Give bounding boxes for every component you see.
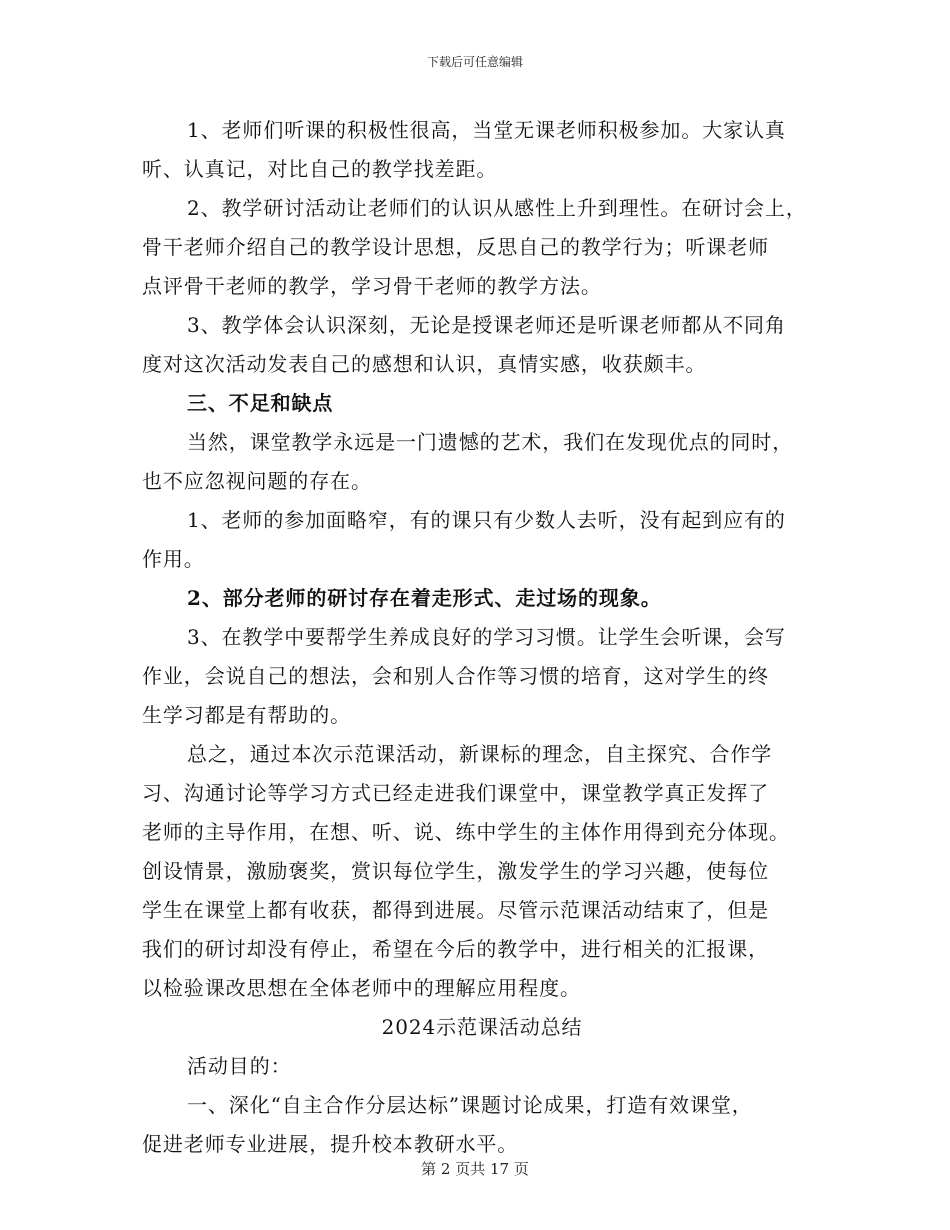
text-line: 促进老师专业进展，提升校本教研水平。 xyxy=(142,1132,519,1156)
text-line: 3、在教学中要帮学生养成良好的学习习惯。让学生会听课，会写 xyxy=(187,625,786,649)
section-title: 2024示范课活动总结 xyxy=(381,1015,583,1039)
text-line: 也不应忽视问题的存在。 xyxy=(142,469,372,493)
section-heading-line: 2、部分老师的研讨存在着走形式、走过场的现象。 xyxy=(187,586,662,610)
text-line: 习、沟通讨论等学习方式已经走进我们课堂中，课堂教学真正发挥了 xyxy=(142,781,769,805)
text-line: 生学习都是有帮助的。 xyxy=(142,703,351,727)
text-line: 骨干老师介绍自己的教学设计思想，反思自己的教学行为；听课老师 xyxy=(142,235,769,259)
text-line: 1、老师的参加面略窄，有的课只有少数人去听，没有起到应有的 xyxy=(187,508,786,532)
text-line: 创设情景，激励褒奖，赏识每位学生，激发学生的学习兴趣，使每位 xyxy=(142,859,769,883)
text-line: 以检验课改思想在全体老师中的理解应用程度。 xyxy=(142,976,581,1000)
text-line: 总之，通过本次示范课活动，新课标的理念，自主探究、合作学 xyxy=(187,742,773,766)
text-line: 一、深化“自主合作分层达标”课题讨论成果，打造有效课堂， xyxy=(187,1093,753,1117)
page-footer: 第 2 页共 17 页 xyxy=(421,1160,529,1178)
text-line: 作用。 xyxy=(142,547,205,571)
text-line: 我们的研讨却没有停止，希望在今后的教学中，进行相关的汇报课， xyxy=(142,937,769,961)
page-header: 下载后可任意编辑 xyxy=(426,55,523,69)
text-line: 活动目的： xyxy=(187,1054,292,1078)
text-line: 老师的主导作用，在想、听、说、练中学生的主体作用得到充分体现。 xyxy=(142,820,790,844)
text-line: 学生在课堂上都有收获，都得到进展。尽管示范课活动结束了，但是 xyxy=(142,898,769,922)
text-line: 度对这次活动发表自己的感想和认识，真情实感，收获颇丰。 xyxy=(142,352,707,376)
section-heading-line: 三、不足和缺点 xyxy=(187,391,334,415)
text-line: 作业，会说自己的想法，会和别人合作等习惯的培育，这对学生的终 xyxy=(142,664,769,688)
document-body xyxy=(142,111,822,1164)
text-line: 3、教学体会认识深刻，无论是授课老师还是听课老师都从不同角 xyxy=(187,313,786,337)
text-line: 点评骨干老师的教学，学习骨干老师的教学方法。 xyxy=(142,274,602,298)
text-line: 当然，课堂教学永远是一门遗憾的艺术，我们在发现优点的同时， xyxy=(187,430,794,454)
text-line: 听、认真记，对比自己的教学找差距。 xyxy=(142,157,498,181)
text-line: 2、教学研讨活动让老师们的认识从感性上升到理性。在研讨会上， xyxy=(187,196,807,220)
text-line: 1、老师们听课的积极性很高，当堂无课老师积极参加。大家认真 xyxy=(187,118,786,142)
